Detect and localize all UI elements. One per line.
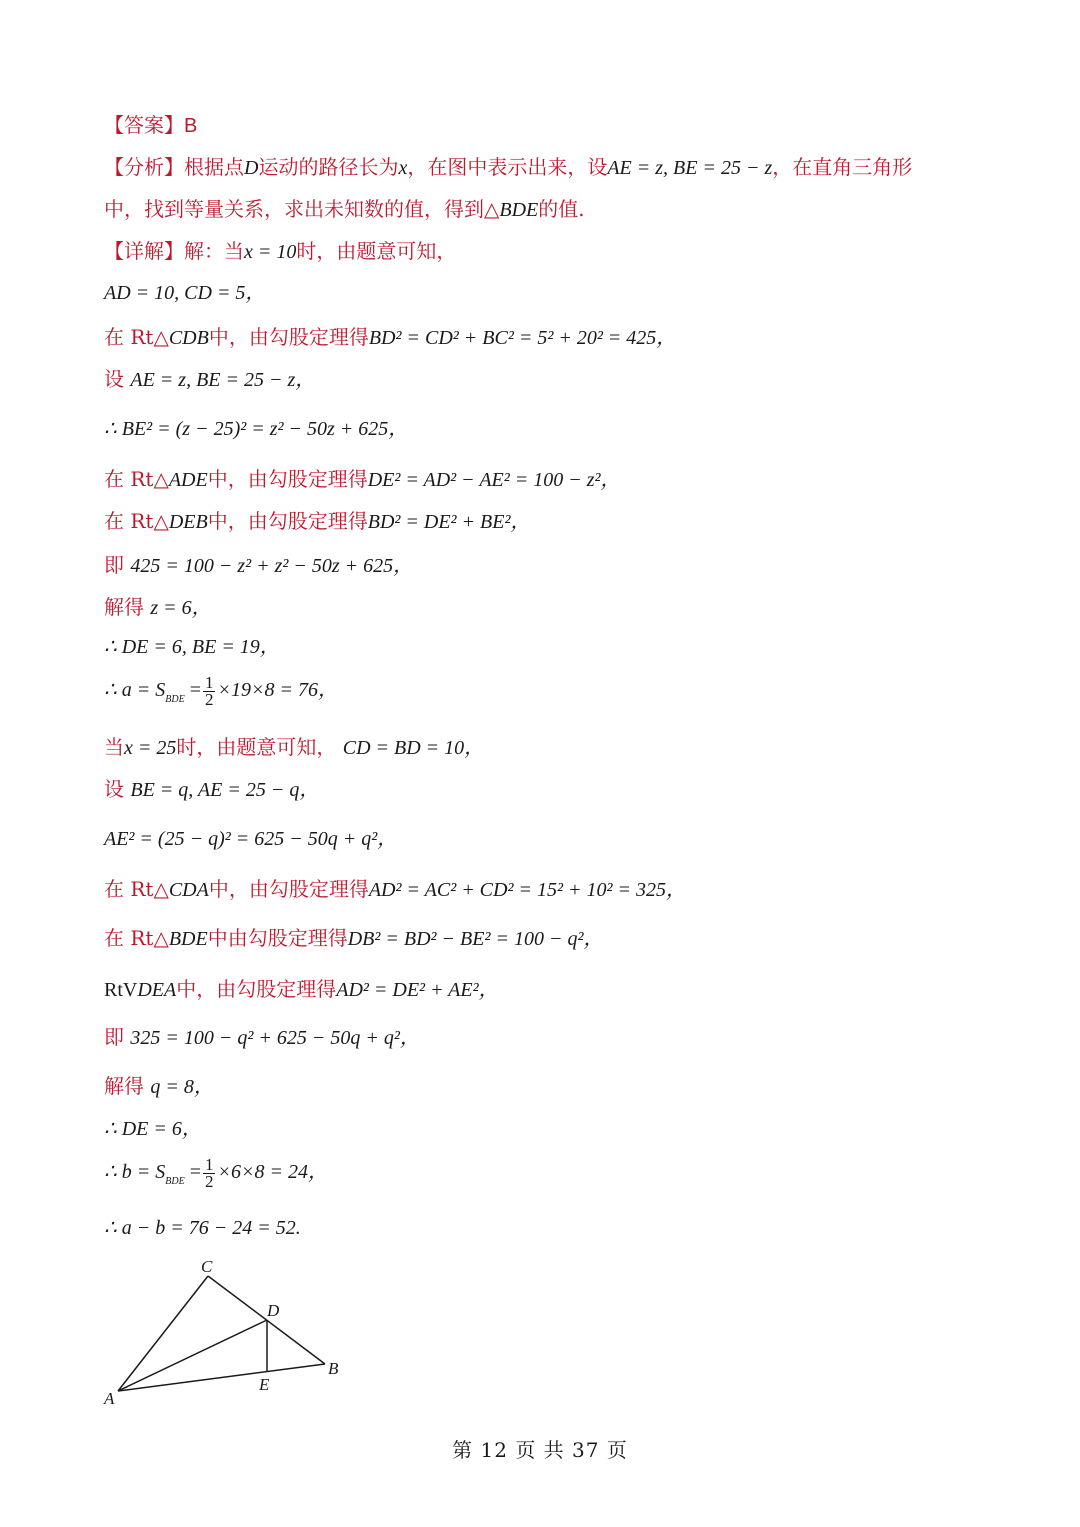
solution-line-10: ∴ $a = S_{BDE}$ = $\frac{1}{2}$ ×19×8 = 76， [104,672,338,709]
detail-text: 解：当 [184,239,244,263]
math-text: ×19×8 = 76， [217,679,338,701]
label-text: 设 [104,777,124,801]
subscript: BDE [165,1176,185,1187]
solution-line-1 [104,279,265,307]
vertex-label-b: B [328,1359,339,1378]
analysis-math: BDE [499,199,539,221]
label-text: 即 [104,553,124,577]
label-text: 设 [104,367,124,391]
detail-line [104,237,456,266]
math-text: x = 25 [124,737,177,759]
fraction-denominator: 2 [204,1171,214,1191]
fraction [203,672,216,709]
analysis-math: D [244,157,259,179]
solution-line-8 [104,593,212,622]
fraction-numerator: 1 [204,1154,214,1174]
math-text: ×6×8 = 24， [217,1161,328,1183]
solution-line-20: ∴ $b = S_{BDE}$ = $\frac{1}{2}$ ×6×8 = 24， [104,1154,328,1191]
math-text: AD = 10, CD = 5， [104,282,266,304]
math-text: ∴ DE = 6， [104,1118,202,1140]
solution-line-15 [104,924,603,953]
solution-line-4 [104,415,408,443]
label-text: 在 Rt△ [104,325,169,349]
math-text: ∴ a − b = 76 − 24 = 52. [104,1217,301,1239]
math-text: AD² = DE² + AE²， [336,979,499,1001]
solution-line-19 [104,1115,202,1143]
page-footer: 第 12 页 共 37 页 [452,1438,628,1462]
math-text: 325 = 100 − q² + 625 − 50q + q²， [130,1027,420,1049]
analysis-label: 【分析】 [104,155,184,179]
analysis-text: 根据点 [184,155,244,179]
solution-line-13 [104,825,397,853]
math-text: RtV [104,979,138,1001]
label-text: 中由勾股定理得 [207,926,348,950]
math-text: ∴ BE² = (z − 25)² = z² − 50z + 625， [104,418,409,440]
label-text: 在 Rt△ [104,467,169,491]
math-text: AD² = AC² + CD² = 15² + 10² = 325， [368,879,686,901]
analysis-text: 中，找到等量关系，求出未知数的值，得到△ [104,197,500,221]
math-text: ∴ DE = 6, BE = 19， [104,636,280,658]
answer-line [104,111,197,140]
math-text: BD² = CD² + BC² = 5² + 20² = 425， [368,327,677,349]
math-text: 425 = 100 − z² + z² − 50z + 625， [130,555,414,577]
fraction-numerator: 1 [204,672,214,692]
analysis-math: x [398,157,408,179]
detail-label: 【详解】 [104,239,184,263]
label-text: 在 Rt△ [104,509,169,533]
solution-line-18 [104,1072,214,1101]
fraction [203,1154,216,1191]
math-text: BDE [168,928,208,950]
solution-line-2 [104,323,676,352]
solution-line-17 [104,1023,420,1052]
math-text: BE = q, AE = 25 − q， [130,779,320,801]
math-text: CD = BD = 10， [342,737,485,759]
math-text: CDA [168,879,209,901]
solution-line-9 [104,633,280,661]
math-text: DE² = AD² − AE² = 100 − z²， [367,469,621,491]
math-text: q = 8， [150,1076,214,1098]
label-text: 中，由勾股定理得 [208,325,369,349]
label-text: 中，由勾股定理得 [176,977,337,1001]
vertex-label-c: C [201,1257,213,1276]
segment-ab [118,1364,325,1391]
segment-ac [118,1276,208,1391]
solution-line-11 [104,733,484,762]
label-text: 解得 [104,595,144,619]
math-text: AE² = (25 − q)² = 625 − 50q + q²， [104,828,398,850]
vertex-label-a: A [104,1389,115,1408]
vertex-label-d: D [267,1301,280,1320]
label-text: 即 [104,1025,124,1049]
triangle-figure [95,1250,355,1415]
solution-line-7 [104,551,413,580]
label-text: 在 Rt△ [104,926,169,950]
subscript: BDE [165,694,185,705]
label-text: 时，由题意可知， [176,735,337,759]
detail-math: x = 10 [244,241,297,263]
solution-line-12 [104,775,319,804]
label-text: 中，由勾股定理得 [208,877,369,901]
solution-line-5 [104,465,621,494]
solution-line-6 [104,507,530,536]
math-text: DEB [168,511,208,533]
solution-line-14 [104,875,686,904]
analysis-text: 运动的路径长为 [258,155,399,179]
math-text: BD² = DE² + BE²， [367,511,531,533]
math-text: DEA [137,979,177,1001]
solution-line-21 [104,1214,301,1242]
analysis-line-2 [104,195,585,224]
label-text: 中，由勾股定理得 [207,509,368,533]
label-text: 当 [104,735,124,759]
math-text: AE = z, BE = 25 − z， [130,369,316,391]
label-text: 中，由勾股定理得 [207,467,368,491]
solution-line-3 [104,365,315,394]
detail-text: 时，由题意可知， [296,239,457,263]
label-text: 在 Rt△ [104,877,169,901]
analysis-text: 的值. [538,197,585,221]
label-text: 解得 [104,1074,144,1098]
math-text: ∴ b = S [104,1161,166,1183]
analysis-math: AE = z, BE = 25 − z [607,157,773,179]
segment-ad [118,1320,267,1391]
analysis-text: ，在图中表示出来，设 [407,155,608,179]
math-text: DB² = BD² − BE² = 100 − q²， [347,928,604,950]
fraction-denominator: 2 [204,689,214,709]
analysis-text: ，在直角三角形 [772,155,913,179]
math-text: z = 6， [150,597,212,619]
answer-value: B [184,115,198,137]
answer-label: 【答案】 [104,113,184,137]
math-text: CDB [168,327,209,349]
analysis-line-1 [104,153,912,182]
math-text: ADE [168,469,208,491]
math-text: ∴ a = S [104,679,166,701]
vertex-label-e: E [259,1375,270,1394]
solution-line-16 [104,975,499,1004]
